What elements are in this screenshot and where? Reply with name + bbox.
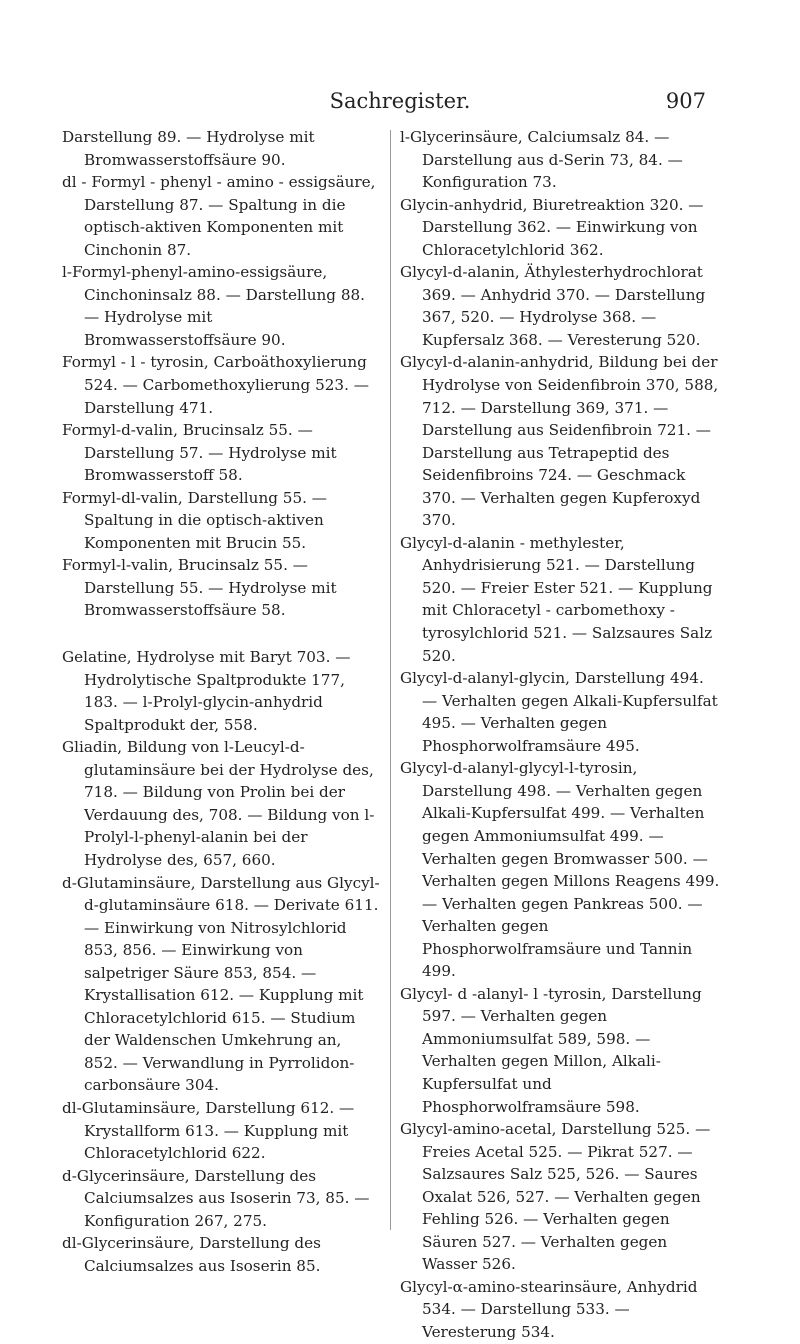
- index-entry: Glycyl-d-alanyl-glycyl-l-tyrosin, Darstellung 498. — Verhalten gegen Alkali-Kupfersulfat 499. — Verhalten gegen Ammoniumsulfat 499. — Verhalten gegen Bromwasser 500. — Verhalten gegen Millons Reagens 499. — Verhalten gegen Pankreas 500. — Verhalten gegen Phosphorwolframsäure und Tannin 499.: [400, 759, 720, 981]
- index-entry: Formyl-l-valin, Brucinsalz 55. — Darstellung 55. — Hydrolyse mit Bromwasserstoffsäure 58.: [62, 556, 337, 620]
- index-entry: Formyl-d-valin, Brucinsalz 55. — Darstellung 57. — Hydrolyse mit Bromwasserstoff 58.: [62, 421, 337, 485]
- index-entry: dl-Glutaminsäure, Darstellung 612. — Krystallform 613. — Kupplung mit Chloracetylchlorid 622.: [62, 1098, 355, 1163]
- index-entry: Glycyl-α-amino-stearinsäure, Anhydrid 534. — Darstellung 533. — Veresterung 534.: [400, 1277, 698, 1341]
- index-entry: Gelatine, Hydrolyse mit Baryt 703. — Hydrolytische Spaltprodukte 177, 183. — l-Prolyl-glycin-anhydrid Spaltprodukt der, 558.: [62, 648, 351, 734]
- page-number: 907: [665, 89, 706, 113]
- page-title: Sachregister.: [329, 89, 471, 113]
- index-entry: Gliadin, Bildung von l-Leucyl-d-glutaminsäure bei der Hydrolyse des, 718. — Bildung von Prolin bei der Verdauung des, 708. — Bildung von l-Prolyl-l-phenyl-alanin bei der Hydrolyse des, 657, 660.: [62, 738, 375, 869]
- index-entry: Formyl-dl-valin, Darstellung 55. — Spaltung in die optisch-aktiven Komponenten mit Brucin 55.: [62, 488, 327, 552]
- letter-group-gap: [62, 622, 380, 646]
- index-entry: l-Glycerinsäure, Calciumsalz 84. — Darstellung aus d-Serin 73, 84. — Konfiguration 73.: [400, 128, 683, 192]
- index-entry: d-Glycerinsäure, Darstellung des Calciumsalzes aus Isoserin 73, 85. — Konfiguration 267, 275.: [62, 1166, 370, 1230]
- index-entry: Glycyl-d-alanyl-glycin, Darstellung 494. — Verhalten gegen Alkali-Kupfersulfat 495. — Verhalten gegen Phosphorwolframsäure 495.: [400, 669, 718, 755]
- index-entry: Glycyl-amino-acetal, Darstellung 525. — Freies Acetal 525. — Pikrat 527. — Salzsaures Salz 525, 526. — Saures Oxalat 526, 527. — Verhalten gegen Fehling 526. — Verhalten gegen Säuren 527. — Verhalten gegen Wasser 526.: [400, 1120, 711, 1274]
- index-entry: Glycyl- d -alanyl- l -tyrosin, Darstellung 597. — Verhalten gegen Ammoniumsulfat 589, 598. — Verhalten gegen Millon, Alkali-Kupfersulfat und Phosphorwolframsäure 598.: [400, 984, 702, 1116]
- index-entry: dl - Formyl - phenyl - amino - essigsäure, Darstellung 87. — Spaltung in die optisch-aktiven Komponenten mit Cinchonin 87.: [62, 173, 376, 259]
- column-divider: [390, 130, 391, 1230]
- index-entry: Glycyl-d-alanin, Äthylesterhydrochlorat 369. — Anhydrid 370. — Darstellung 367, 520. — Hydrolyse 368. — Kupfersalz 368. — Veresterung 520.: [400, 263, 706, 349]
- index-entry: Darstellung 89. — Hydrolyse mit Bromwasserstoffsäure 90.: [62, 128, 315, 169]
- index-entry: d-Glutaminsäure, Darstellung aus Glycyl-d-glutaminsäure 618. — Derivate 611. — Einwirkung von Nitrosylchlorid 853, 856. — Einwirkung von salpetriger Säure 853, 854. — Krystallisation 612. — Kupplung mit Chloracetylchlorid 615. — Studium der Waldenschen Umkehrung an, 852. — Verwandlung in Pyrrolidon-carbonsäure 304.: [62, 873, 380, 1095]
- index-entry: Glycyl-d-alanin - methylester, Anhydrisierung 521. — Darstellung 520. — Freier Ester 521. — Kupplung mit Chloracetyl - carbomethoxy - tyrosylchlorid 521. — Salzsaures Salz 520.: [400, 533, 713, 665]
- index-entry: Glycyl-d-alanin-anhydrid, Bildung bei der Hydrolyse von Seidenfibroin 370, 588, 712. — Darstellung 369, 371. — Darstellung aus Seidenfibroin 721. — Darstellung aus Tetrapeptid des Seidenfibroins 724. — Geschmack 370. — Verhalten gegen Kupferoxyd 370.: [400, 353, 719, 530]
- index-entry: l-Formyl-phenyl-amino-essigsäure, Cinchoninsalz 88. — Darstellung 88. — Hydrolyse mit Bromwasserstoffsäure 90.: [62, 263, 365, 349]
- left-column: [62, 126, 380, 1277]
- index-entry: Formyl - l - tyrosin, Carboäthoxylierung 524. — Carbomethoxylierung 523. — Darstellung 471.: [62, 353, 369, 417]
- right-column: [400, 126, 722, 1344]
- index-entry: dl-Glycerinsäure, Darstellung des Calciumsalzes aus Isoserin 85.: [62, 1234, 321, 1275]
- index-entry: Glycin-anhydrid, Biuretreaktion 320. — Darstellung 362. — Einwirkung von Chloracetylchlorid 362.: [400, 195, 704, 259]
- page-header: [0, 86, 800, 116]
